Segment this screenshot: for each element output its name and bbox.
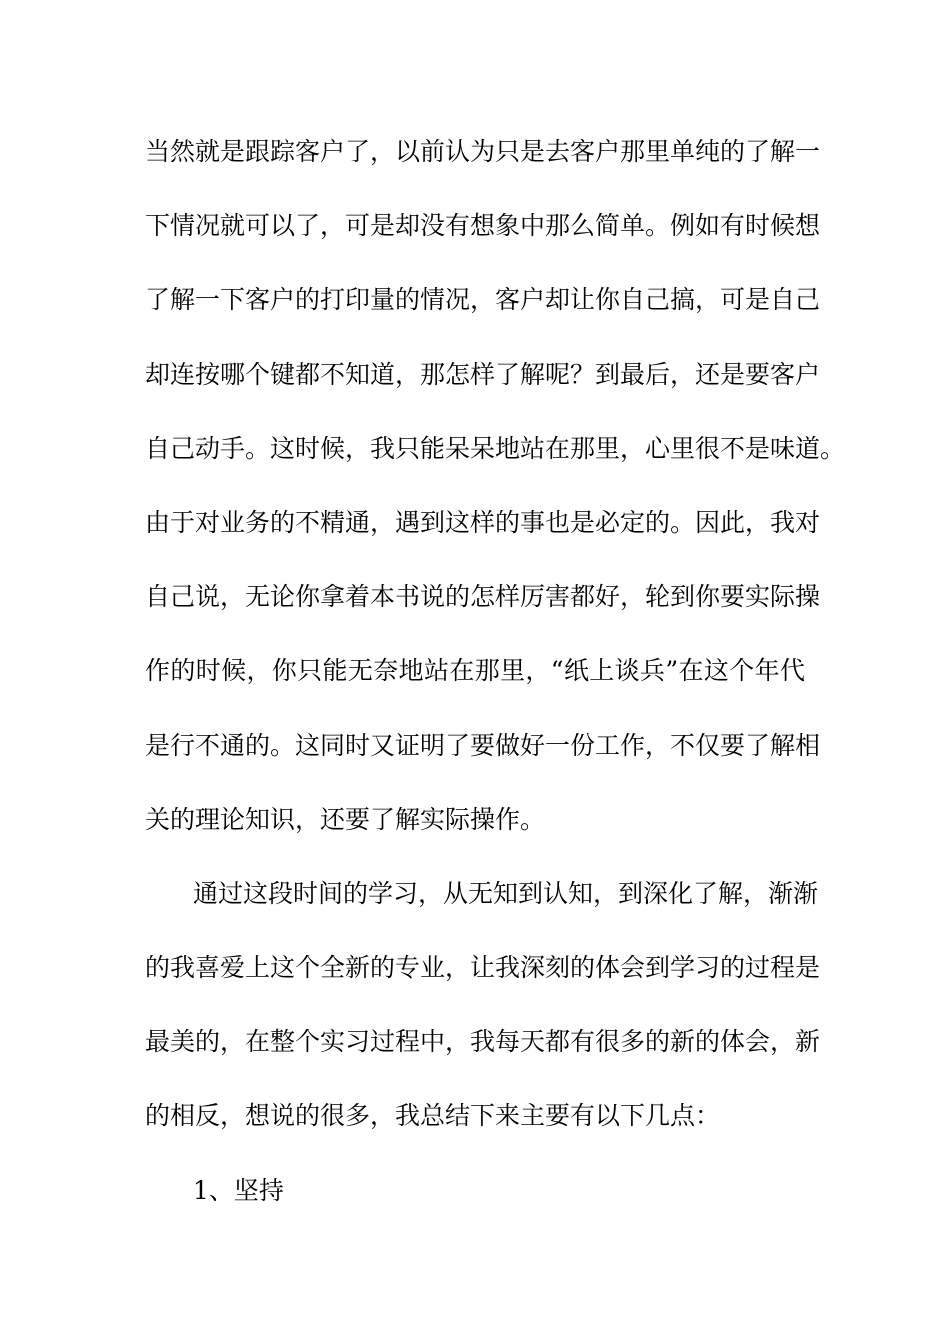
- text-line: 的我喜爱上这个全新的专业，让我深刻的体会到学习的过程是: [145, 953, 821, 983]
- text-line: 关的理论知识，还要了解实际操作。: [145, 804, 546, 834]
- text-line: 的相反，想说的很多，我总结下来主要有以下几点：: [145, 1101, 721, 1131]
- text-line: 却连按哪个键都不知道，那怎样了解呢？到最后，还是要客户: [145, 359, 821, 389]
- body-text: [145, 128, 846, 1241]
- text-line: 当然就是跟踪客户了，以前认为只是去客户那里单纯的了解一: [145, 137, 821, 166]
- text-line: 自己动手。这时候，我只能呆呆地站在那里，心里很不是味道。: [145, 433, 846, 463]
- text-line: 自己说，无论你拿着本书说的怎样厉害都好，轮到你要实际操: [145, 582, 821, 612]
- text-line: 最美的，在整个实习过程中，我每天都有很多的新的体会，新: [145, 1027, 821, 1057]
- paragraph-first-line: 通过这段时间的学习，从无知到认知，到深化了解，渐渐: [193, 878, 819, 908]
- list-heading: 1、坚持: [193, 1175, 284, 1205]
- text-line: 是行不通的。这同时又证明了要做好一份工作，不仅要了解相: [145, 730, 821, 760]
- text-line: 了解一下客户的打印量的情况，客户却让你自己搞，可是自己: [145, 285, 821, 315]
- text-line: 下情况就可以了，可是却没有想象中那么简单。例如有时候想: [145, 211, 821, 241]
- text-line: 作的时候，你只能无奈地站在那里，“纸上谈兵”在这个年代: [145, 656, 805, 686]
- text-line: 由于对业务的不精通，遇到这样的事也是必定的。因此，我对: [145, 507, 821, 537]
